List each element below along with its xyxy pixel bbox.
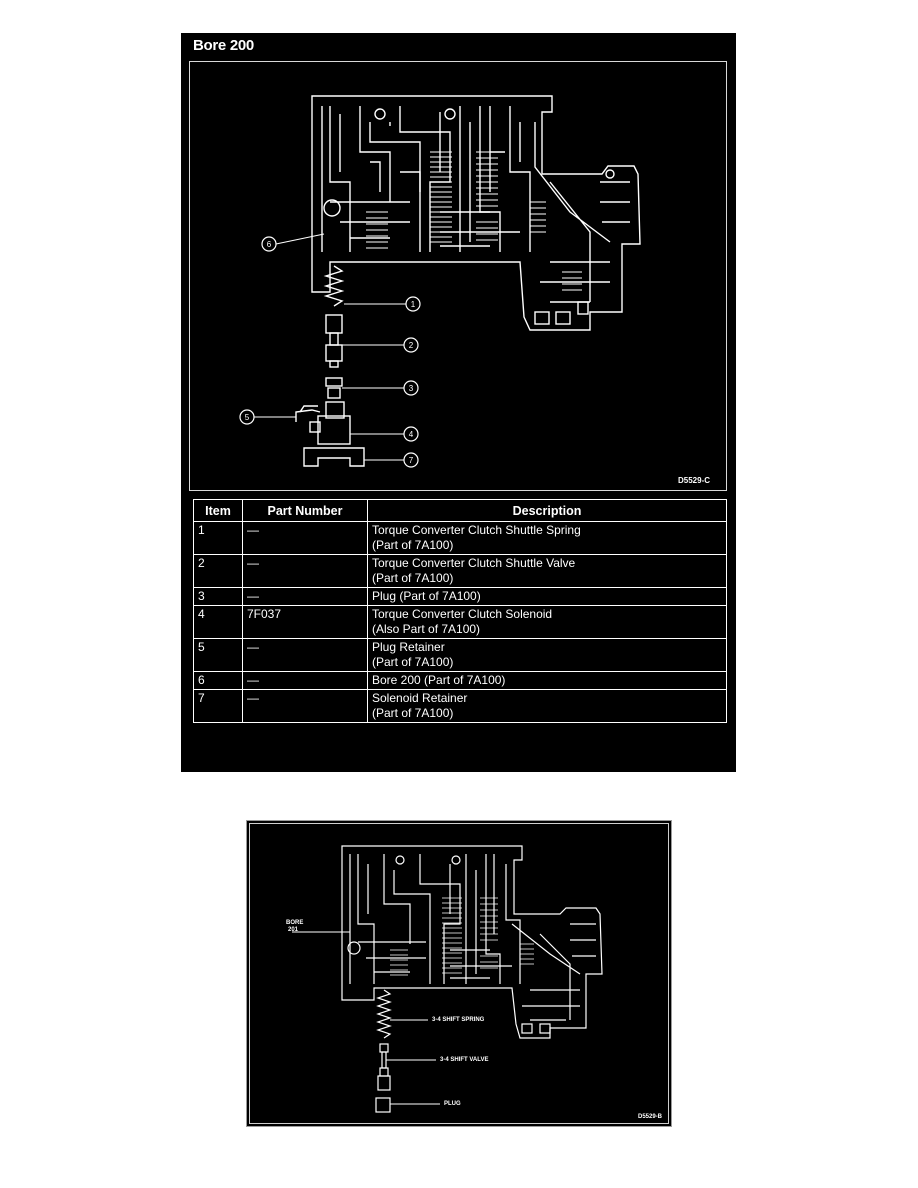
item-cell: 7 [194,690,243,723]
description-cell [368,588,727,606]
description-cell [368,672,727,690]
part-number-cell: — [243,555,368,588]
bore-200-figure-panel [181,33,736,772]
table-row [194,522,727,555]
description-cell [368,522,727,555]
shift-spring-label: 3-4 SHIFT SPRING [432,1017,485,1023]
shift-valve-label: 3-4 SHIFT VALVE [440,1057,489,1063]
parts-table [193,499,727,723]
part-number-cell: — [243,672,368,690]
description-line-2: (Also Part of 7A100) [372,622,481,636]
description-line-2: (Part of 7A100) [372,655,454,669]
item-cell: 4 [194,606,243,639]
figure-code: D5529-C [678,476,711,485]
callout-1-label: 1 [410,300,416,309]
figure-code: D5529-B [638,1114,663,1120]
callout-7-label: 7 [408,456,414,465]
table-row [194,639,727,672]
header-item: Item [194,500,243,522]
description-line-1: Solenoid Retainer [372,691,468,705]
description-line-1: Bore 200 (Part of 7A100) [372,673,506,687]
description-line-1: Torque Converter Clutch Shuttle Valve [372,556,576,570]
description-line-1: Torque Converter Clutch Solenoid [372,607,553,621]
table-row [194,606,727,639]
description-line-1: Torque Converter Clutch Shuttle Spring [372,523,581,537]
valve-body-drawing [190,62,728,492]
callout-2-label: 2 [408,341,414,350]
description-line-2: (Part of 7A100) [372,571,454,585]
description-line-2: (Part of 7A100) [372,706,454,720]
part-number-cell: — [243,690,368,723]
bore-201-drawing [250,824,670,1125]
bore-label-line-2: 201 [288,927,299,933]
item-cell: 3 [194,588,243,606]
item-cell: 2 [194,555,243,588]
header-description: Description [368,500,727,522]
bore-201-figure-frame [249,823,669,1124]
part-number-cell: — [243,639,368,672]
table-row [194,672,727,690]
part-number-cell: — [243,588,368,606]
header-part-number: Part Number [243,500,368,522]
item-cell: 6 [194,672,243,690]
valve-body-diagram [189,61,727,491]
figure-title: Bore 200 [193,37,254,54]
bore-201-figure-panel [246,820,672,1127]
description-cell [368,639,727,672]
plug-label: PLUG [444,1101,461,1107]
item-cell: 5 [194,639,243,672]
callout-5-label: 5 [244,413,250,422]
bore-label-line-1: BORE [286,920,304,926]
table-header-row [194,500,727,522]
description-cell [368,555,727,588]
description-cell [368,606,727,639]
description-line-1: Plug Retainer [372,640,445,654]
description-line-1: Plug (Part of 7A100) [372,589,481,603]
part-number-cell: — [243,522,368,555]
callout-6-label: 6 [266,240,272,249]
description-cell [368,690,727,723]
bore-201-label [286,920,303,934]
table-row [194,555,727,588]
callout-4-label: 4 [408,430,414,439]
table-row [194,690,727,723]
description-line-2: (Part of 7A100) [372,538,454,552]
part-number-cell: 7F037 [243,606,368,639]
callout-3-label: 3 [408,384,414,393]
table-row [194,588,727,606]
item-cell: 1 [194,522,243,555]
